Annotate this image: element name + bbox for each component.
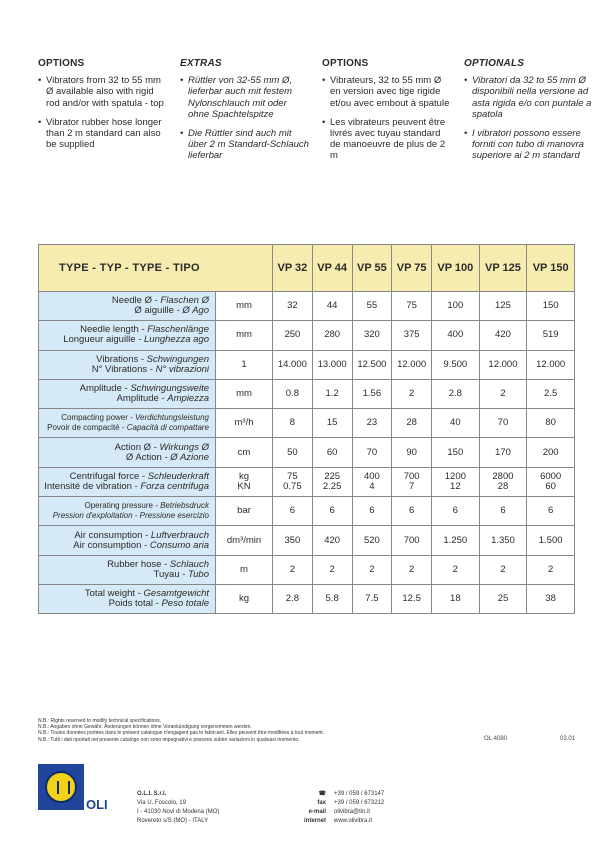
note-line: N.B.: Angaben ohne Gewähr. Änderungen können ohne Vorankündigung vorgenommen werden. — [38, 724, 252, 731]
value-cell: 6 — [352, 497, 392, 526]
option-item — [180, 75, 310, 120]
table-row — [39, 321, 575, 350]
value-cell: 1200 12 — [432, 467, 480, 496]
value-cell: 80 — [527, 409, 575, 438]
value-cell: 8 — [273, 409, 313, 438]
note-line: N.B.: Tutti i dati riportati nel presente catalogo non sono impegnativi e possono subire variazioni in qualsiasi momento. — [38, 736, 300, 743]
parameter-label: Centrifugal force - Schleuderkraft Intensité de vibration - Forza centrifuga — [39, 467, 216, 496]
option-item — [464, 75, 594, 120]
logo-emblem-icon — [45, 771, 77, 803]
unit-cell: mm — [216, 379, 273, 408]
value-cell: 14.000 — [273, 350, 313, 379]
contact-line — [300, 808, 384, 817]
contact-line — [300, 799, 384, 808]
contact-label: fax — [317, 800, 326, 806]
oli-logo — [38, 764, 84, 810]
specifications-table — [38, 244, 575, 614]
table-row — [39, 350, 575, 379]
value-cell: 12.5 — [392, 584, 432, 613]
value-cell: 6 — [527, 497, 575, 526]
options-column — [464, 58, 594, 170]
bullet-icon: • — [322, 116, 326, 128]
value-cell: 280 — [312, 321, 352, 350]
value-cell: 2 — [352, 555, 392, 584]
value-cell: 6 — [273, 497, 313, 526]
contact-label: e-mail — [308, 809, 326, 815]
bullet-icon: • — [180, 75, 184, 87]
options-heading: EXTRAS — [180, 58, 222, 69]
address-line: Via U. Foscolo, 19 — [137, 800, 186, 806]
value-cell: 15 — [312, 409, 352, 438]
option-text: Les vibrateurs peuvent être livrés avec tuyau standard de manoeuvre de plus de 2 m — [330, 116, 446, 162]
options-column — [180, 58, 310, 170]
option-item — [322, 117, 452, 162]
value-cell: 420 — [312, 526, 352, 555]
bullet-icon: • — [38, 116, 42, 128]
value-cell: 520 — [352, 526, 392, 555]
value-cell: 18 — [432, 584, 480, 613]
unit-cell: cm — [216, 438, 273, 467]
option-item — [180, 128, 310, 162]
value-cell: 1.500 — [527, 526, 575, 555]
model-header: VP 125 — [479, 245, 527, 292]
options-column — [322, 58, 452, 170]
value-cell: 32 — [273, 292, 313, 321]
value-cell: 700 — [392, 526, 432, 555]
unit-cell: mm — [216, 321, 273, 350]
value-cell: 1.350 — [479, 526, 527, 555]
value-cell: 12.000 — [479, 350, 527, 379]
value-cell: 225 2.25 — [312, 467, 352, 496]
value-cell: 2 — [479, 379, 527, 408]
contact-value: +39 / 059 / 673212 — [334, 800, 385, 806]
value-cell: 40 — [432, 409, 480, 438]
value-cell: 2 — [479, 555, 527, 584]
value-cell: 420 — [479, 321, 527, 350]
unit-cell: m — [216, 555, 273, 584]
value-cell: 90 — [392, 438, 432, 467]
value-cell: 250 — [273, 321, 313, 350]
option-text: Rüttler von 32-55 mm Ø, lieferbar auch mit festem Nylonschlauch mit oder ohne Spachtelspitze — [188, 75, 293, 120]
option-item — [464, 128, 594, 162]
value-cell: 2 — [273, 555, 313, 584]
unit-cell: m³/h — [216, 409, 273, 438]
unit-cell: bar — [216, 497, 273, 526]
value-cell: 2800 28 — [479, 467, 527, 496]
value-cell: 125 — [479, 292, 527, 321]
parameter-label: Compacting power - Verdichtungsleistung Povoir de compacité - Capacità di compattare — [39, 409, 216, 438]
value-cell: 5.8 — [312, 584, 352, 613]
value-cell: 44 — [312, 292, 352, 321]
table-row — [39, 292, 575, 321]
parameter-label: Amplitude - Schwingungsweite Amplitude - Ampiezza — [39, 379, 216, 408]
option-text: I vibratori possono essere forniti con tubo di manovra superiore ai 2 m standard — [472, 128, 584, 162]
unit-cell: kg KN — [216, 467, 273, 496]
company-address — [137, 790, 219, 826]
value-cell: 519 — [527, 321, 575, 350]
value-cell: 50 — [273, 438, 313, 467]
unit-cell: 1 — [216, 350, 273, 379]
value-cell: 2.5 — [527, 379, 575, 408]
value-cell: 400 — [432, 321, 480, 350]
parameter-label: Needle length - Flaschenlänge Longueur aiguille - Lunghezza ago — [39, 321, 216, 350]
option-item — [38, 75, 168, 109]
model-header: VP 100 — [432, 245, 480, 292]
parameter-label: Operating pressure - Betriebsdruck Pression d'exploitation - Pressione esercizio — [39, 497, 216, 526]
value-cell: 6 — [392, 497, 432, 526]
model-header: VP 32 — [273, 245, 313, 292]
table-row — [39, 379, 575, 408]
model-header: VP 55 — [352, 245, 392, 292]
value-cell: 60 — [312, 438, 352, 467]
value-cell: 6000 60 — [527, 467, 575, 496]
parameter-label: Rubber hose - Schlauch Tuyau - Tubo — [39, 555, 216, 584]
contact-value: +39 / 059 / 673147 — [334, 791, 385, 797]
value-cell: 13.000 — [312, 350, 352, 379]
options-heading: OPTIONS — [38, 58, 85, 69]
value-cell: 375 — [392, 321, 432, 350]
contact-value: www.olivibra.it — [334, 818, 373, 824]
value-cell: 55 — [352, 292, 392, 321]
value-cell: 25 — [479, 584, 527, 613]
value-cell: 400 4 — [352, 467, 392, 496]
value-cell: 28 — [392, 409, 432, 438]
option-text: Vibrateurs, 32 to 55 mm Ø en version avec tige rigide et/ou avec embout à spatule — [330, 75, 450, 109]
value-cell: 700 7 — [392, 467, 432, 496]
value-cell: 150 — [432, 438, 480, 467]
address-line: Rovereto s/S (MO) - ITALY — [137, 818, 209, 824]
parameter-label: Action Ø - Wirkungs Ø Ø Action - Ø Azione — [39, 438, 216, 467]
parameter-label: Total weight - Gesamtgewicht Poids total - Peso totale — [39, 584, 216, 613]
parameter-label: Needle Ø - Flaschen Ø Ø aiguille - Ø Ago — [39, 292, 216, 321]
value-cell: 6 — [479, 497, 527, 526]
table-row — [39, 526, 575, 555]
bullet-icon: • — [322, 75, 326, 87]
note-line: N.B.: Toutes données portées dans le présent catalogue n'engagent pas le fabricant. Elles peuvent être modifiées à tout moment. — [38, 730, 325, 737]
value-cell: 6 — [432, 497, 480, 526]
option-text: Vibratori da 32 to 55 mm Ø disponibili nella versione ad asta rigida e/o con puntale a spatola — [472, 75, 592, 120]
options-heading: OPTIONS — [322, 58, 369, 69]
value-cell: 0.8 — [273, 379, 313, 408]
table-header-row — [39, 245, 575, 292]
option-text: Vibrators from 32 to 55 mm Ø available also with rigid rod and/or with spatula - top — [46, 75, 164, 109]
value-cell: 2 — [432, 555, 480, 584]
value-cell: 1.2 — [312, 379, 352, 408]
contact-line — [300, 817, 384, 826]
value-cell: 100 — [432, 292, 480, 321]
table-row — [39, 497, 575, 526]
value-cell: 70 — [352, 438, 392, 467]
value-cell: 170 — [479, 438, 527, 467]
options-column — [38, 58, 168, 158]
parameter-label: Air consumption - Luftverbrauch Air consumption - Consumo aria — [39, 526, 216, 555]
option-item — [322, 75, 452, 109]
bullet-icon: • — [464, 75, 468, 87]
options-heading: OPTIONALS — [464, 58, 525, 69]
value-cell: 70 — [479, 409, 527, 438]
contact-label: ☎ — [318, 791, 326, 797]
value-cell: 2 — [527, 555, 575, 584]
value-cell: 2.8 — [273, 584, 313, 613]
value-cell: 2 — [312, 555, 352, 584]
value-cell: 23 — [352, 409, 392, 438]
value-cell: 6 — [312, 497, 352, 526]
option-item — [38, 117, 168, 151]
value-cell: 1.56 — [352, 379, 392, 408]
unit-cell: dm³/min — [216, 526, 273, 555]
option-text: Die Rüttler sind auch mit über 2 m Standard-Schlauch lieferbar — [188, 128, 309, 162]
value-cell: 1.250 — [432, 526, 480, 555]
value-cell: 9.500 — [432, 350, 480, 379]
note-line: N.B.: Rights reserved to modify technical specifications. — [38, 718, 162, 724]
value-cell: 38 — [527, 584, 575, 613]
reference-date: 03.01 — [560, 736, 576, 742]
company-contacts — [300, 790, 384, 826]
value-cell: 320 — [352, 321, 392, 350]
company-name: O.L.I. S.r.l. — [137, 791, 167, 797]
value-cell: 75 — [392, 292, 432, 321]
bullet-icon: • — [180, 128, 184, 140]
table-title: TYPE - TYP - TYPE - TIPO — [39, 245, 273, 292]
logo-text: OLI — [86, 797, 108, 812]
value-cell: 12.500 — [352, 350, 392, 379]
table-row — [39, 467, 575, 496]
contact-label: internet — [303, 818, 326, 824]
reference-code: OL.4080 — [484, 736, 508, 742]
value-cell: 200 — [527, 438, 575, 467]
parameter-label: Vibrations - Schwingungen N° Vibrations - N° vibrazioni — [39, 350, 216, 379]
table-row — [39, 409, 575, 438]
model-header: VP 75 — [392, 245, 432, 292]
table-row — [39, 584, 575, 613]
option-text: Vibrator rubber hose longer than 2 m standard can also be supplied — [46, 116, 162, 151]
value-cell: 150 — [527, 292, 575, 321]
bullet-icon: • — [464, 128, 468, 140]
value-cell: 12.000 — [392, 350, 432, 379]
value-cell: 7.5 — [352, 584, 392, 613]
contact-line — [300, 790, 384, 799]
value-cell: 12.000 — [527, 350, 575, 379]
value-cell: 2 — [392, 555, 432, 584]
value-cell: 350 — [273, 526, 313, 555]
contact-value: olivibra@tin.it — [334, 809, 371, 815]
model-header: VP 44 — [312, 245, 352, 292]
unit-cell: kg — [216, 584, 273, 613]
address-line: I - 41030 Novi di Modena (MO) — [137, 809, 220, 815]
value-cell: 2 — [392, 379, 432, 408]
model-header: VP 150 — [527, 245, 575, 292]
value-cell: 75 0.75 — [273, 467, 313, 496]
value-cell: 2.8 — [432, 379, 480, 408]
unit-cell: mm — [216, 292, 273, 321]
table-row — [39, 555, 575, 584]
disclaimer-notes — [38, 718, 324, 743]
bullet-icon: • — [38, 75, 42, 87]
table-row — [39, 438, 575, 467]
